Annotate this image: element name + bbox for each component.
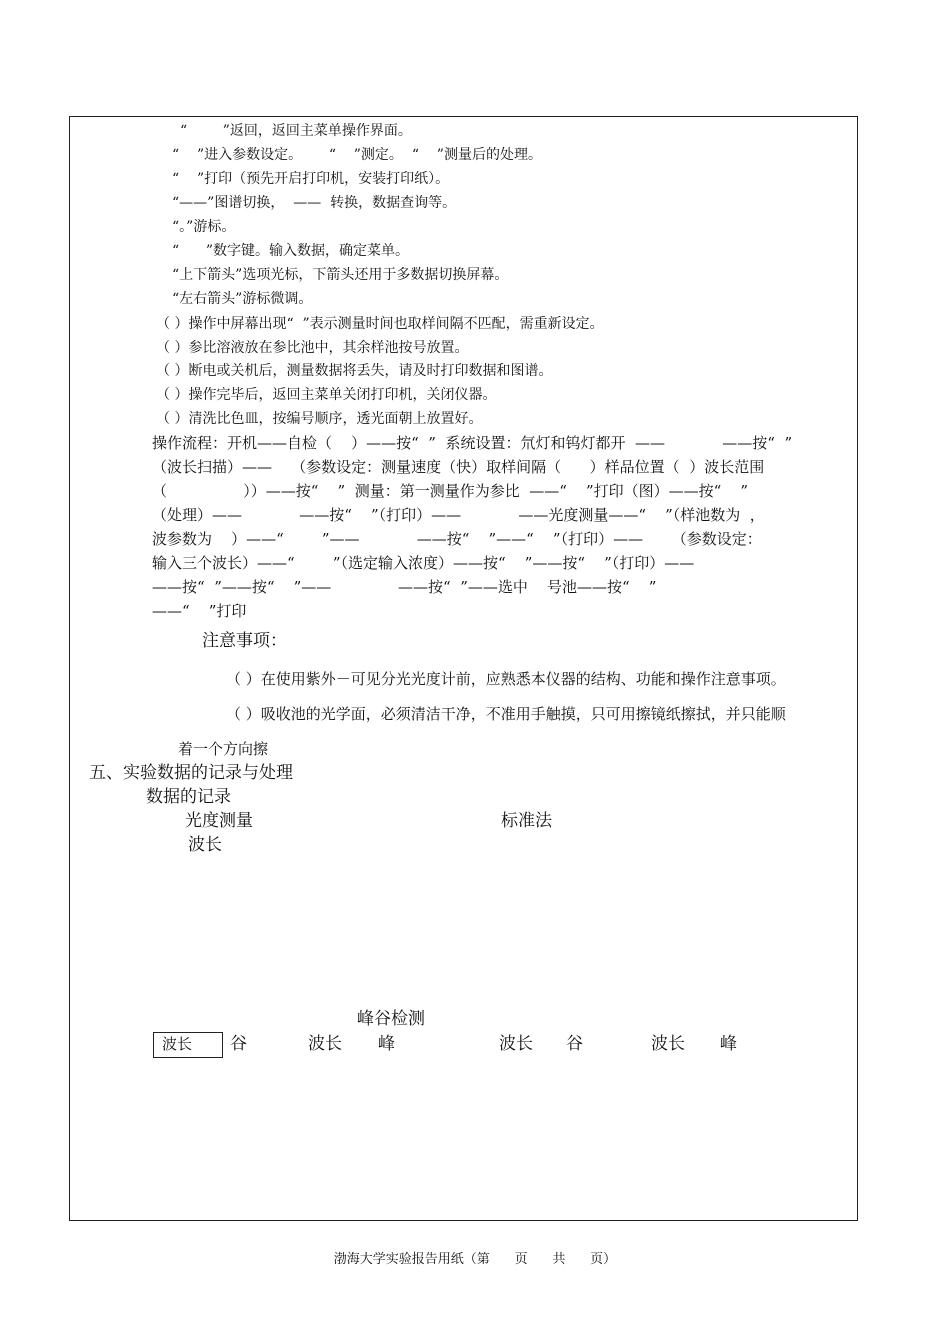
note-3: （ ）断电或关机后，测量数据将丢失，请及时打印数据和图谱。	[156, 363, 553, 379]
data-record-subtitle: 数据的记录	[146, 787, 231, 807]
peak-label-2: 峰	[720, 1034, 737, 1054]
valley-label-2: 谷	[566, 1034, 583, 1054]
flow-line-8: ——“ ”打印	[152, 602, 247, 620]
wavelength-boxed-label: 波长	[153, 1032, 223, 1058]
attention-item-1: （ ）在使用紫外－可见分光光度计前，应熟悉本仪器的结构、功能和操作注意事项。	[226, 670, 786, 688]
page-footer: 渤海大学实验报告用纸（第 页 共 页）	[333, 1252, 617, 1267]
flow-line-6: 输入三个波长）——“ ”（选定输入浓度）——按“ ”——按“ ”（打印）——	[152, 554, 695, 572]
peak-label-1: 峰	[378, 1034, 395, 1054]
op-line-8: “左右箭头”游标微调。	[172, 291, 313, 307]
flow-line-7: ——按“ ”——按“ ”—— ——按“ ”——选中 号池——按“ ”	[152, 578, 657, 596]
wavelength-label: 波长	[188, 835, 222, 855]
flow-line-5: 波参数为 ）——“ ”—— ——按“ ”——“ ”（打印）—— （参数设定：	[152, 530, 762, 548]
photometry-label: 光度测量	[185, 811, 253, 831]
attention-item-2: （ ）吸收池的光学面，必须清洁干净，不准用手触摸，只可用擦镜纸擦拭，并只能顺	[226, 705, 786, 723]
op-line-3: “ ”打印（预先开启打印机，安装打印纸）。	[172, 171, 450, 187]
peak-valley-heading: 峰谷检测	[357, 1009, 425, 1029]
flow-line-4: （处理）—— ——按“ ”（打印）—— ——光度测量——“ ”（样池数为 ，	[152, 506, 765, 524]
wavelength-label-2: 波长	[308, 1034, 342, 1054]
flow-line-1: 操作流程：开机——自检（ ）——按“ ” 系统设置：氘灯和钨灯都开 —— ——按“ ”	[152, 434, 793, 452]
attention-item-2-cont: 着一个方向擦	[178, 740, 269, 758]
flow-line-2: （波长扫描）—— （参数设定：测量速度（快）取样间隔（ ）样品位置（ ）波长范围	[152, 458, 765, 476]
op-line-6: “ ”数字键。输入数据，确定菜单。	[172, 243, 410, 259]
wavelength-label-3: 波长	[499, 1034, 533, 1054]
attention-heading: 注意事项：	[202, 631, 287, 651]
standard-method-label: 标准法	[501, 811, 552, 831]
wavelength-label-4: 波长	[651, 1034, 685, 1054]
note-5: （ ）清洗比色皿，按编号顺序，透光面朝上放置好。	[156, 411, 483, 427]
note-2: （ ）参比溶液放在参比池中，其余样池按号放置。	[156, 340, 469, 356]
flow-line-3: （ ））——按“ ” 测量：第一测量作为参比 ——“ ”打印（图）——按“ ”	[152, 482, 749, 500]
valley-label-1: 谷	[230, 1034, 247, 1054]
section-5-title: 五、实验数据的记录与处理	[89, 763, 293, 783]
op-line-5: “。”游标。	[172, 219, 236, 235]
op-line-1: “ ”返回，返回主菜单操作界面。	[180, 123, 412, 139]
op-line-4: “——”图谱切换， —— 转换，数据查询等。	[172, 195, 457, 211]
op-line-7: “上下箭头”选项光标，下箭头还用于多数据切换屏幕。	[172, 267, 509, 283]
note-4: （ ）操作完毕后，返回主菜单关闭打印机，关闭仪器。	[156, 387, 497, 403]
op-line-2: “ ”进入参数设定。 “ ”测定。 “ ”测量后的处理。	[172, 147, 542, 163]
note-1: （ ）操作中屏幕出现“ ”表示测量时间也取样间隔不匹配，需重新设定。	[156, 316, 604, 332]
